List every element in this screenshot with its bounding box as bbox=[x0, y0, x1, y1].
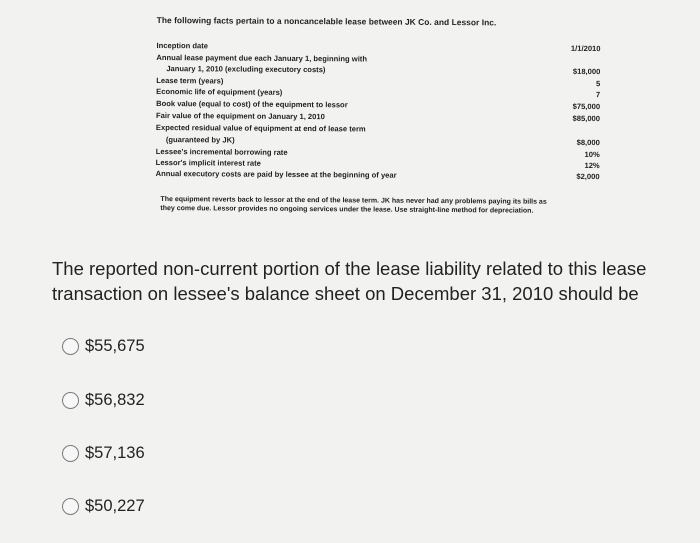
fact-value: 5 bbox=[595, 79, 601, 89]
answer-label: $57,136 bbox=[85, 444, 145, 462]
fact-label: Inception date bbox=[156, 40, 209, 51]
fact-label: Lessor's implicit interest rate bbox=[155, 157, 261, 168]
fact-label: January 1, 2010 (excluding executory costs) bbox=[166, 64, 326, 75]
fact-value: 12% bbox=[584, 160, 600, 171]
fact-value: 1/1/2010 bbox=[570, 43, 601, 54]
fact-value: $8,000 bbox=[576, 137, 600, 148]
radio-button[interactable] bbox=[62, 338, 79, 355]
fact-value: 10% bbox=[584, 149, 600, 160]
facts-note: The equipment reverts back to lessor at the end of the lease term. JK has never had any problems paying its bills as they come due. Lessor provides no ongoing services under the lease. Use straight-line method for depreciation. bbox=[160, 196, 547, 215]
fact-value: 7 bbox=[595, 90, 601, 100]
answer-label: $50,227 bbox=[85, 497, 145, 515]
fact-value: $75,000 bbox=[572, 101, 601, 112]
radio-button[interactable] bbox=[62, 445, 79, 462]
fact-label: (guaranteed by JK) bbox=[165, 135, 235, 145]
answer-label: $56,832 bbox=[85, 391, 145, 409]
fact-value: $18,000 bbox=[572, 66, 601, 77]
answer-option[interactable] bbox=[62, 497, 145, 516]
answer-option[interactable] bbox=[62, 391, 145, 410]
fact-label: Annual lease payment due each January 1, beginning with bbox=[156, 52, 368, 64]
fact-label: Expected residual value of equipment at end of lease term bbox=[155, 122, 366, 134]
facts-image bbox=[0, 0, 700, 243]
fact-label: Economic life of equipment (years) bbox=[156, 86, 283, 97]
facts-intro: The following facts pertain to a noncancelable lease between JK Co. and Lessor Inc. bbox=[156, 14, 497, 28]
answer-option[interactable] bbox=[62, 337, 145, 356]
radio-button[interactable] bbox=[62, 392, 79, 409]
fact-label: Lessee's incremental borrowing rate bbox=[155, 146, 288, 157]
fact-label: Lease term (years) bbox=[156, 75, 224, 86]
question-text: The reported non-current portion of the lease liability related to this lease transaction on lessee's balance sheet on December 31, 2010 should be bbox=[52, 258, 647, 304]
fact-value: $2,000 bbox=[576, 171, 600, 182]
answer-label: $55,675 bbox=[85, 337, 145, 355]
answer-option[interactable] bbox=[62, 444, 145, 463]
fact-value: $85,000 bbox=[572, 113, 601, 124]
fact-label: Annual executory costs are paid by lessee at the beginning of year bbox=[155, 168, 397, 180]
fact-label: Book value (equal to cost) of the equipment to lessor bbox=[156, 98, 348, 110]
radio-button[interactable] bbox=[62, 498, 79, 515]
fact-label: Fair value of the equipment on January 1, 2010 bbox=[155, 110, 325, 122]
